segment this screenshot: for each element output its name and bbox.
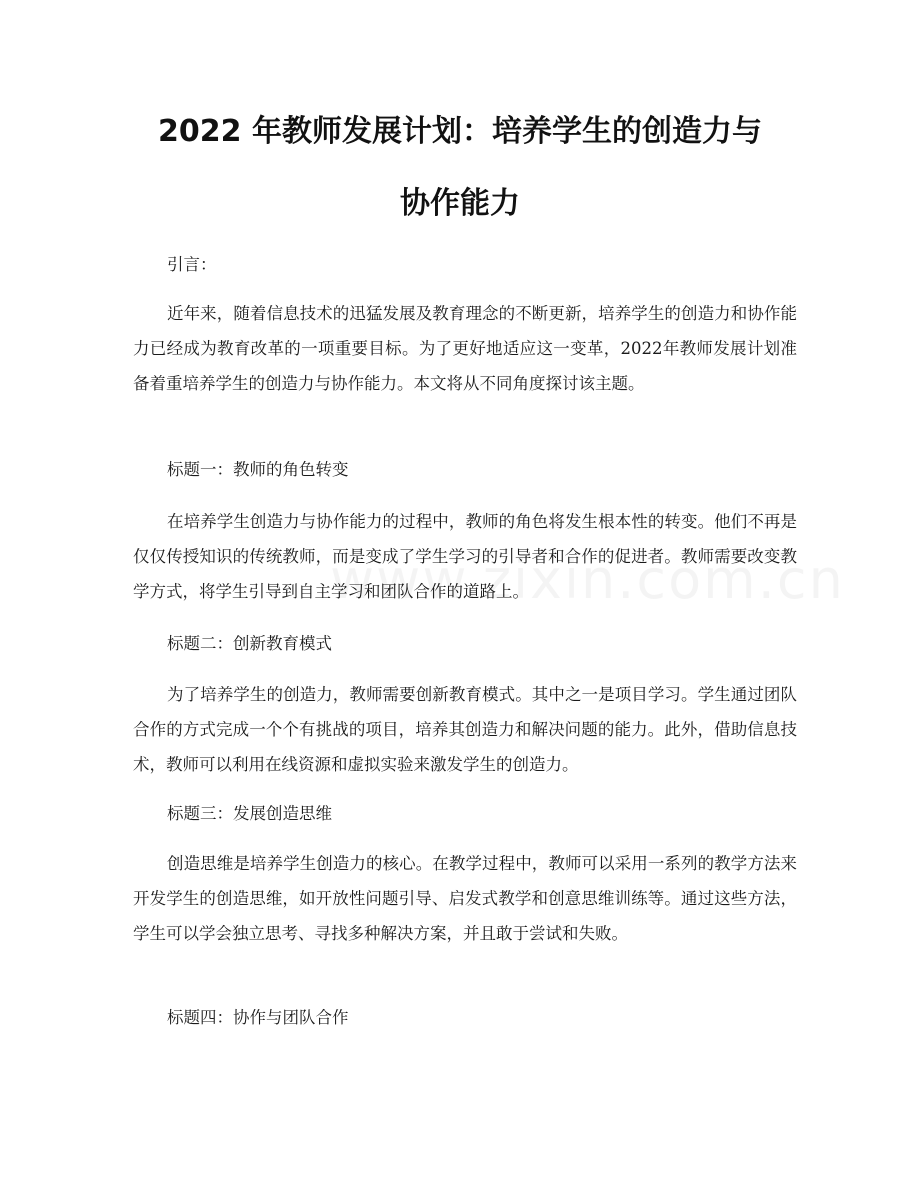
title-line-2: 协作能力 <box>400 186 520 221</box>
intro-label: 引言： <box>167 255 217 274</box>
section-heading-1: 标题一：教师的角色转变 <box>167 460 349 479</box>
section-paragraph-3: 创造思维是培养学生创造力的核心。在教学过程中，教师可以采用一系列的教学方法来开发学生的创造思维，如开放性问题引导、启发式教学和创意思维训练等。通过这些方法，学生可以学会独立思考、寻找多种解决方案，并且敢于尝试和失败。 <box>133 854 797 943</box>
section-paragraph-2: 为了培养学生的创造力，教师需要创新教育模式。其中之一是项目学习。学生通过团队合作的方式完成一个个有挑战的项目，培养其创造力和解决问题的能力。此外，借助信息技术，教师可以利用在线资源和虚拟实验来激发学生的创造力。 <box>133 685 797 774</box>
intro-paragraph: 近年来，随着信息技术的迅猛发展及教育理念的不断更新，培养学生的创造力和协作能力已经成为教育改革的一项重要目标。为了更好地适应这一变革，2022年教师发展计划准备着重培养学生的创造力与协作能力。本文将从不同角度探讨该主题。 <box>133 304 797 393</box>
section-heading-3: 标题三：发展创造思维 <box>167 804 332 823</box>
title-line-1: 2022 年教师发展计划：培养学生的创造力与 <box>158 114 762 149</box>
document-title <box>120 96 800 240</box>
section-heading-4: 标题四：协作与团队合作 <box>167 1008 349 1027</box>
section-paragraph-1: 在培养学生创造力与协作能力的过程中，教师的角色将发生根本性的转变。他们不再是仅仅传授知识的传统教师，而是变成了学生学习的引导者和合作的促进者。教师需要改变教学方式，将学生引导到自主学习和团队合作的道路上。 <box>133 512 797 601</box>
section-heading-2: 标题二：创新教育模式 <box>167 634 332 653</box>
